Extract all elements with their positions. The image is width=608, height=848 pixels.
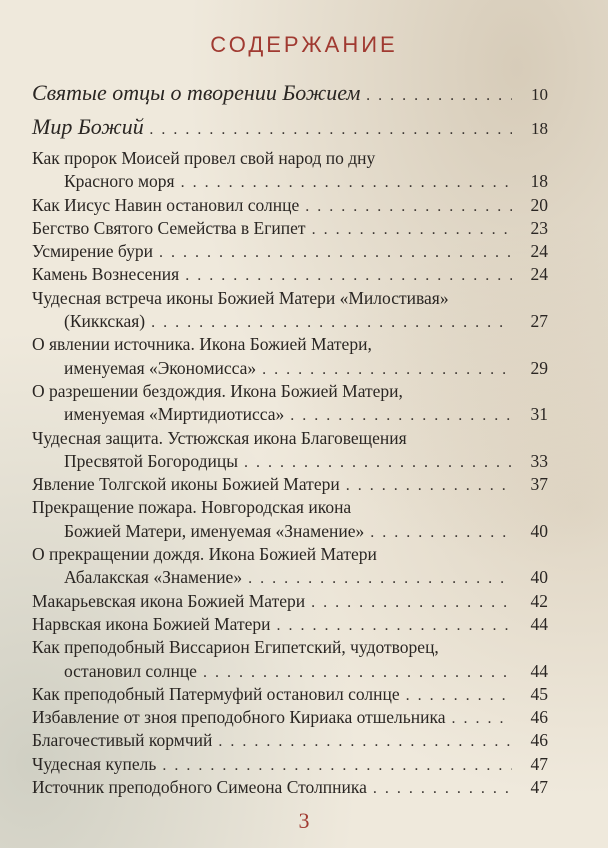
leader-dots [370,524,512,542]
toc-entry[interactable] [32,148,548,195]
toc-entry[interactable] [32,684,548,707]
page-title: СОДЕРЖАНИЕ [210,32,398,57]
toc-entry[interactable] [32,614,548,637]
toc-entry-title: Нарвская икона Божией Матери [32,613,271,634]
toc-page-number: 40 [530,520,548,541]
toc-entry[interactable] [32,777,548,800]
toc-entry-title-line1: О разрешении бездождия. Икона Божией Матери, [32,380,403,401]
toc-entry-title-line2: Абалакская «Знамение» [64,567,243,588]
toc-entry[interactable] [32,288,548,335]
toc-entry[interactable] [32,730,548,753]
leader-dots [346,477,512,495]
toc-entry-title-line2: (Киккская) [64,311,146,332]
toc-entry[interactable] [32,428,548,475]
leader-dots [373,780,512,798]
toc-page-number: 24 [530,241,548,262]
toc-entry-title-line2: Пресвятой Богородицы [64,450,239,471]
leader-dots [248,570,512,588]
toc-page-number: 37 [530,474,548,495]
leader-dots [244,454,512,472]
toc-entry-title-line2: Красного моря [64,171,175,192]
toc-entry[interactable] [32,707,548,730]
leader-dots [162,757,512,775]
toc-page-number: 31 [530,404,548,425]
toc-entry-title-line1: Чудесная защита. Устюжская икона Благовещения [32,427,407,448]
toc-entry-title: Благочестивый кормчий [32,730,213,751]
toc-page-number: 18 [530,171,548,192]
toc-entry-title: Чудесная купель [32,753,157,774]
toc-entry-title-line2: остановил солнце [64,660,197,681]
leader-dots [151,314,512,332]
toc-entry[interactable] [32,591,548,614]
leader-dots [305,198,512,216]
leader-dots [262,361,512,379]
toc-page-number: 46 [530,730,548,751]
leader-dots [276,617,512,635]
toc-entry-title: Явление Толгской иконы Божией Матери [32,474,340,495]
leader-dots [451,710,512,728]
toc-entry-title-line1: О явлении источника. Икона Божией Матери, [32,334,372,355]
toc-page-number: 23 [530,217,548,238]
leader-dots [406,687,512,705]
toc-page-number: 27 [530,311,548,332]
toc-entry-title: Источник преподобного Симеона Столпника [32,777,367,798]
toc-page-number: 47 [530,777,548,798]
leader-dots [366,87,512,105]
toc-entry[interactable] [32,264,548,287]
toc-page-number: 20 [530,194,548,215]
leader-dots [290,407,512,425]
toc-entry-title: Макарьевская икона Божией Матери [32,590,306,611]
toc-entry-title: Бегство Святого Семейства в Египет [32,217,306,238]
toc-entry-title-line1: Прекращение пожара. Новгородская икона [32,497,352,518]
toc-entry-title: Усмирение бури [32,241,153,262]
toc-major-entry[interactable] [32,80,548,114]
toc-entry[interactable] [32,334,548,381]
toc-entry[interactable] [32,381,548,428]
toc-page-number: 10 [531,85,548,104]
toc-page-number: 18 [531,119,548,138]
toc-page-number: 44 [530,660,548,681]
toc-page-number: 46 [530,707,548,728]
toc-entry[interactable] [32,195,548,218]
toc-entry[interactable] [32,754,548,777]
toc-entry-title-line2: именуемая «Миртидиотисса» [64,404,285,425]
toc-entry[interactable] [32,218,548,241]
toc-entry-title: Мир Божий [32,114,144,139]
toc-entry-title: Как Иисус Навин остановил солнце [32,194,300,215]
leader-dots [150,121,512,139]
toc-entry-title: Камень Вознесения [32,264,180,285]
toc-page-number: 24 [530,264,548,285]
toc-page-number: 33 [530,450,548,471]
toc-page-number: 45 [530,683,548,704]
toc-entry[interactable] [32,544,548,591]
toc-page-number: 42 [530,590,548,611]
toc-entry-title-line1: О прекращении дождя. Икона Божией Матери [32,544,377,565]
leader-dots [159,244,512,262]
toc-entry[interactable] [32,241,548,264]
leader-dots [181,174,512,192]
toc-major-entry[interactable] [32,114,548,148]
leader-dots [312,221,512,239]
toc-page-number: 47 [530,753,548,774]
toc-entry[interactable] [32,474,548,497]
leader-dots [218,733,512,751]
toc-entry-title: Как преподобный Патермуфий остановил солнце [32,683,400,704]
toc-entry-title: Избавление от зноя преподобного Кириака отшельника [32,707,446,728]
toc-entry-title-line1: Как пророк Моисей провел свой народ по дну [32,148,376,168]
toc-entry-title-line1: Чудесная встреча иконы Божией Матери «Милостивая» [32,287,449,308]
toc-page-number: 40 [530,567,548,588]
toc-entry-title-line2: именуемая «Экономисса» [64,357,257,378]
toc-entry-title-line2: Божией Матери, именуемая «Знамение» [64,520,365,541]
table-of-contents [32,80,548,800]
toc-page-number: 29 [530,357,548,378]
leader-dots [311,594,512,612]
toc-entry-title-line1: Как преподобный Виссарион Египетский, чудотворец, [32,637,439,658]
toc-entry-title: Святые отцы о творении Божием [32,80,361,105]
toc-entry[interactable] [32,637,548,684]
leader-dots [203,664,512,682]
toc-entry[interactable] [32,497,548,544]
leader-dots [185,267,512,285]
toc-page-number: 44 [530,613,548,634]
page-number: 3 [298,808,310,833]
